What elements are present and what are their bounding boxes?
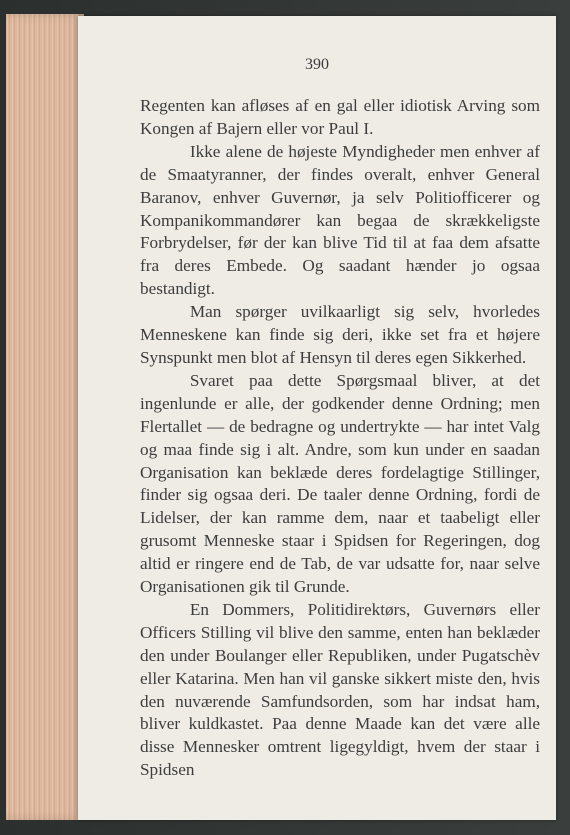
paragraph: Ikke alene de højeste Myndigheder men enhver af de Smaatyranner, der findes overalt, enhver General Baranov, enhver Guvernør, ja selv Politiofficerer og Kompanikommandører kan begaa de skrækkeligste Forbrydelser, før der kan blive Tid til at faa dem afsatte fra deres Embede. Og saadant hænder jo ogsaa bestandigt. xyxy=(140,141,540,299)
paragraph: Svaret paa dette Spørgsmaal bliver, at det ingenlunde er alle, der godkender denne Ordning; men Flertallet — de bedragne og undertrykte — har intet Valg og maa finde sig i alt. Andre, som kun under en saadan Organisation kan beklæde deres fordelagtige Stillinger, finder sig ogsaa deri. De taaler denne Ordning, fordi de Lidelser, der kan ramme dem, naar et taabeligt eller grusomt Menneske staar i Spidsen for Regeringen, dog altid er ringere end de Tab, de var udsatte for, naar selve Organisationen gik til Grunde. xyxy=(140,370,540,597)
page-number: 390 xyxy=(305,56,329,73)
paragraph: Man spørger uvilkaarligt sig selv, hvorledes Menneskene kan finde sig deri, ikke set fra et højere Synspunkt men blot af Hensyn til deres egen Sikkerhed. xyxy=(140,302,540,367)
paragraph: Regenten kan afløses af en gal eller idiotisk Arving som Kongen af Bajern eller vor Paul I. xyxy=(140,96,540,138)
book-page xyxy=(78,16,556,820)
paragraph: En Dommers, Politidirektørs, Guvernørs eller Officers Stilling vil blive den samme, enten han beklæder den under Boulanger eller Republiken, under Pugatschèv eller Katarina. Men han vil ganske sikkert miste den, hvis den nuværende Samfundsorden, som har indsat ham, bliver kuldkastet. Paa denne Maade kan det være alle disse Mennesker omtrent ligegyldigt, hvem der staar i Spidsen xyxy=(140,599,540,780)
book-page-edges xyxy=(6,14,84,820)
text-body xyxy=(140,95,540,782)
